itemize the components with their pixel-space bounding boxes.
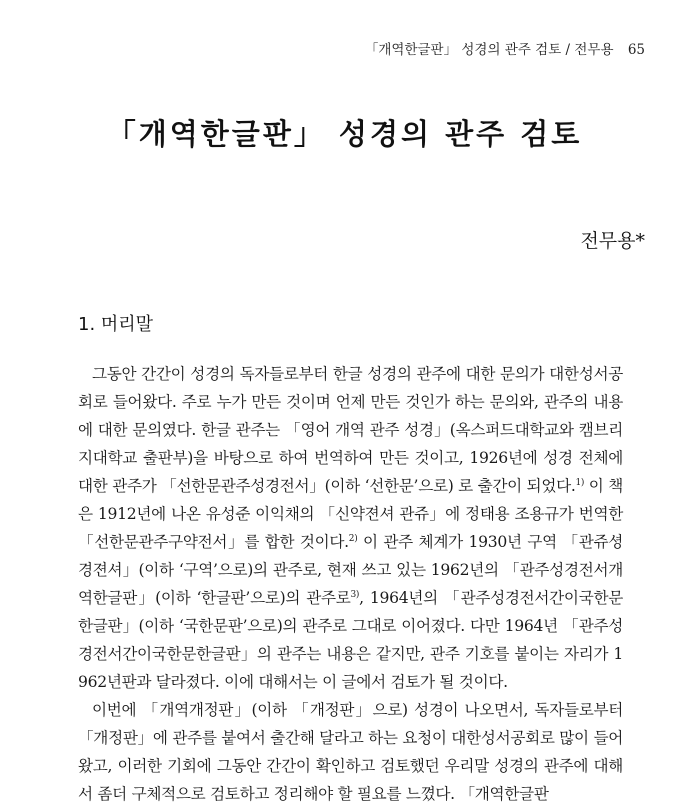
paper-title: 「개역한글판」 성경의 관주 검토	[106, 117, 583, 151]
footnote-marker[interactable]: 1)	[575, 477, 585, 488]
section-heading: 1. 머리말	[78, 314, 154, 335]
paragraph-1	[78, 360, 623, 696]
author-name: 전무용*	[580, 230, 645, 252]
paragraph-text: 이번에 「개역개정판」(이하 「개정판」으로) 성경이 나오면서, 독자들로부터 「개정판」에 관주를 붙여서 출간해 달라고 하는 요청이 대한성서공회로 많이 들어왔고, 이러한 기회에 그동안 간간이 확인하고 검토했던 우리말 성경의 관주에 대해서 좀더 구체적으로 검토하고 정리해야 할 필요를 느꼈다. 「개역한글판	[78, 701, 623, 803]
footnote-marker[interactable]: 2)	[348, 533, 358, 544]
paragraph-text: 이 관주 체계가 1930년 구역 「관쥬셩경젼셔」(이하 ‘구역’으로)의 관주로, 현재 쓰고 있는 1962년의 「관주성경전서개역한글판」(이하 ‘한글판’으로)의 관주로	[78, 533, 624, 607]
paragraph-text: 이 책은 1912년에 나온 유성준 이익채의 「신약젼셔 관쥬」에 정태용 조용규가 번역한 「선한문관주구약전서」를 합한 것이다.	[78, 477, 623, 551]
page-number: 65	[627, 42, 645, 58]
body-text	[78, 360, 623, 808]
running-head	[365, 38, 645, 58]
running-head-text: 「개역한글판」 성경의 관주 검토 / 전무용	[364, 42, 614, 58]
paragraph-text: , 1964년의 「관주성경전서간이국한문한글판」(이하 ‘국한문판’으로)의 관주로 그대로 이어졌다. 다만 1964년 「관주성경전서간이국한문한글판」의 관주는 내용은 같지만, 관주 기호를 붙이는 자리가 1962년판과 달라졌다. 이에 대해서는 이 글에서 검토가 될 것이다.	[78, 589, 623, 691]
paragraph-text: 그동안 간간이 성경의 독자들로부터 한글 성경의 관주에 대한 문의가 대한성서공회로 들어왔다. 주로 누가 만든 것이며 언제 만든 것인가 하는 문의와, 관주의 내용에 대한 문의였다. 한글 관주는 「영어 개역 관주 성경」(옥스퍼드대학교와 캠브리지대학교 출판부)을 바탕으로 하여 번역하여 만든 것이고, 1926년에 성경 전체에 대한 관주가 「선한문관주성경전서」(이하 ‘선한문’으로) 로 출간이 되었다.	[78, 365, 623, 495]
footnote-marker[interactable]: 3)	[350, 589, 360, 600]
paragraph-2	[78, 696, 623, 808]
